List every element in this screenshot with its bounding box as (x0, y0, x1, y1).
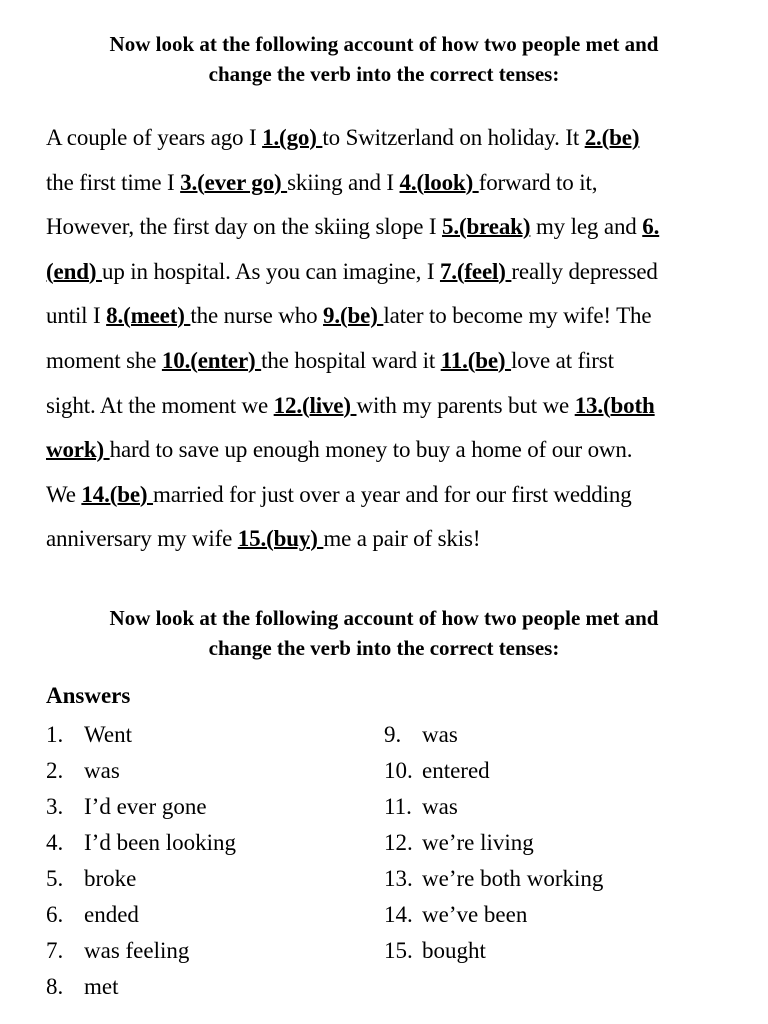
answer-number: 14. (384, 902, 413, 927)
story-text: skiing and I (287, 169, 400, 195)
story-text: later to become my wife! The (383, 303, 652, 329)
verb-blank-2: 2.(be) (584, 125, 640, 150)
heading-line: Now look at the following account of how two people met and (109, 32, 659, 56)
story-paragraph (46, 116, 726, 562)
answer-item (384, 861, 603, 897)
story-text: my leg and (530, 214, 643, 240)
story-line-4 (46, 250, 726, 295)
story-line-1 (46, 116, 726, 161)
story-text: A couple of years ago I (46, 125, 263, 150)
answer-text: was (422, 722, 458, 747)
story-text: forward to it, (478, 169, 598, 195)
answer-text: met (84, 974, 119, 999)
story-text: really depressed (511, 258, 658, 284)
story-line-5 (46, 294, 726, 339)
verb-blank-9: 9.(be) (323, 303, 384, 329)
story-text: to Switzerland on holiday. It (322, 125, 585, 150)
answer-text: was (422, 794, 458, 819)
verb-blank-10: 10.(enter) (161, 347, 262, 373)
verb-blank-1: 1.(go) (262, 125, 323, 150)
verb-blank-13-part1: 13.(both (574, 392, 655, 418)
verb-blank-14: 14.(be) (81, 481, 154, 507)
answer-number: 13. (384, 866, 413, 891)
story-text: me a pair of skis! (323, 526, 481, 552)
answer-text: entered (422, 758, 490, 783)
answer-item (46, 717, 236, 753)
verb-blank-5: 5.(break) (442, 214, 531, 240)
story-text: with my parents but we (356, 392, 575, 418)
story-line-8 (46, 428, 726, 473)
verb-blank-15: 15.(buy) (237, 526, 324, 552)
answer-item (46, 753, 236, 789)
answer-number: 7. (46, 938, 64, 963)
answer-item (384, 933, 603, 969)
story-line-3 (46, 205, 726, 250)
answer-text: was feeling (84, 938, 190, 963)
answer-text: we’re living (422, 830, 534, 855)
answer-item (384, 897, 603, 933)
instructions-heading-top (40, 29, 728, 89)
answer-text: I’d been looking (84, 830, 237, 855)
answers-title: Answers (46, 683, 131, 708)
story-text: married for just over a year and for our first wedding (153, 481, 632, 507)
answer-number: 8. (46, 974, 64, 999)
verb-blank-13-part2: work) (46, 437, 110, 463)
story-text: love at first (511, 347, 614, 373)
answer-text: we’ve been (422, 902, 528, 927)
story-text: However, the first day on the skiing slope I (46, 214, 443, 240)
answer-item (384, 717, 603, 753)
answer-number: 3. (46, 794, 64, 819)
verb-blank-8: 8.(meet) (106, 303, 191, 329)
answer-number: 1. (46, 722, 64, 747)
verb-blank-6-part1: 6. (642, 214, 660, 240)
answer-item (46, 825, 236, 861)
answer-number: 12. (384, 830, 413, 855)
answer-item (46, 861, 236, 897)
answer-text: ended (84, 902, 139, 927)
answers-left-column (46, 717, 236, 1005)
answer-number: 5. (46, 866, 64, 891)
verb-blank-4: 4.(look) (399, 169, 479, 195)
answer-number: 9. (384, 722, 402, 747)
verb-blank-12: 12.(live) (273, 392, 357, 418)
story-line-7 (46, 384, 726, 429)
answer-text: I’d ever gone (84, 794, 207, 819)
answer-text: we’re both working (422, 866, 604, 891)
answer-number: 10. (384, 758, 413, 783)
heading-line: change the verb into the correct tenses: (208, 62, 560, 86)
answer-number: 6. (46, 902, 64, 927)
story-text: sight. At the moment we (46, 392, 274, 418)
story-text: the first time I (46, 169, 181, 195)
answers-right-column (384, 717, 603, 969)
heading-line: change the verb into the correct tenses: (208, 636, 560, 660)
answer-text: broke (84, 866, 137, 891)
answer-text: Went (84, 722, 132, 747)
answer-number: 15. (384, 938, 413, 963)
answer-number: 11. (384, 794, 412, 819)
story-text: moment she (46, 347, 162, 373)
story-line-10 (46, 517, 726, 562)
verb-blank-7: 7.(feel) (439, 258, 512, 284)
answer-item (384, 825, 603, 861)
story-line-9 (46, 473, 726, 518)
answer-item (46, 969, 236, 1005)
story-text: until I (46, 303, 107, 329)
answer-item (46, 933, 236, 969)
verb-blank-11: 11.(be) (440, 347, 512, 373)
heading-line: Now look at the following account of how two people met and (109, 606, 659, 630)
answer-item (46, 789, 236, 825)
story-text: up in hospital. As you can imagine, I (101, 258, 440, 284)
answer-text: was (84, 758, 120, 783)
story-text: the hospital ward it (261, 347, 441, 373)
story-text: We (46, 481, 82, 507)
story-text: hard to save up enough money to buy a home of our own. (109, 437, 633, 463)
answer-item (46, 897, 236, 933)
story-line-6 (46, 339, 726, 384)
story-text: anniversary my wife (46, 526, 238, 552)
answer-text: bought (422, 938, 486, 963)
answer-item (384, 753, 603, 789)
answer-number: 4. (46, 830, 64, 855)
verb-blank-6-part2: (end) (46, 258, 102, 284)
verb-blank-3: 3.(ever go) (180, 169, 288, 195)
story-line-2 (46, 161, 726, 206)
instructions-heading-bottom (40, 603, 728, 663)
story-text: the nurse who (190, 303, 324, 329)
answer-item (384, 789, 603, 825)
answer-number: 2. (46, 758, 64, 783)
